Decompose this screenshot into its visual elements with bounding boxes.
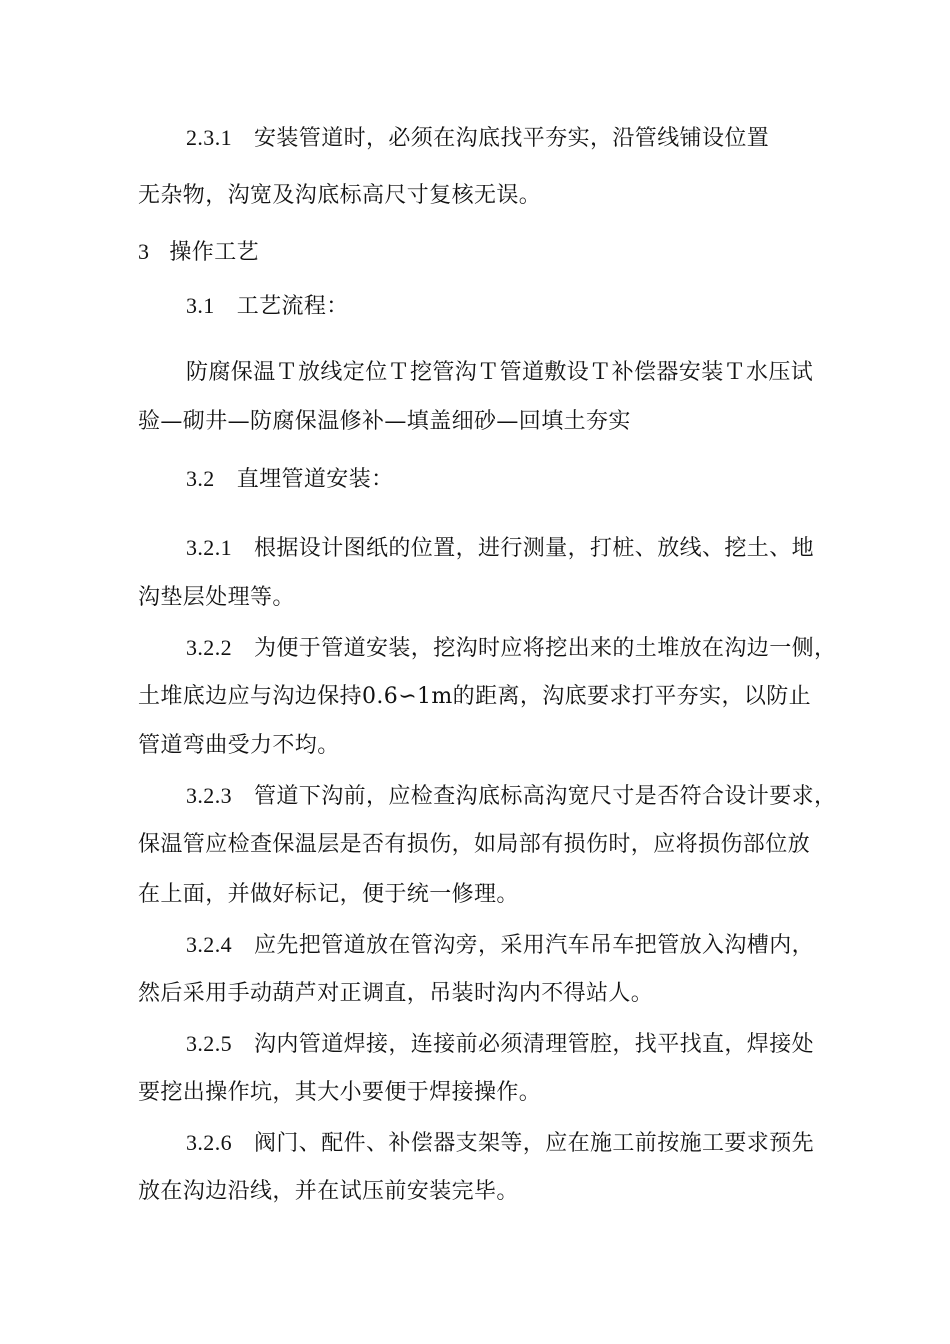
paragraph-3-2-3-line-1: [186, 782, 836, 811]
paragraph-3-2-1-line-1: [186, 534, 814, 563]
heading-3: [138, 238, 259, 267]
section-number: 3: [138, 239, 150, 264]
section-number: 3.1: [186, 293, 215, 318]
paragraph-text: 安装管道时，必须在沟底找平夯实，沿管线铺设位置: [254, 126, 770, 151]
section-number: 3.2.6: [186, 1130, 232, 1155]
paragraph-3-2-1-line-2: 沟垫层处理等。: [138, 585, 295, 610]
paragraph-3-2-2-line-1: [186, 634, 836, 663]
heading-title: 操作工艺: [169, 240, 260, 265]
paragraph-text: 沟内管道焊接，连接前必须清理管腔，找平找直，焊接处: [254, 1032, 815, 1057]
section-number: 3.2.4: [186, 932, 232, 957]
paragraph-3-2-4-line-2: 然后采用手动葫芦对正调直，吊装时沟内不得站人。: [138, 981, 654, 1006]
paragraph-text: 阀门、配件、补偿器支架等，应在施工前按施工要求预先: [254, 1131, 815, 1156]
section-number: 3.2.2: [186, 635, 232, 660]
paragraph-3-2-4-line-1: [186, 931, 814, 960]
section-number: 3.2: [186, 466, 215, 491]
section-number: 3.2.1: [186, 535, 232, 560]
heading-3-1: [186, 292, 349, 321]
paragraph-3-2-5-line-1: [186, 1030, 814, 1059]
paragraph-text: 根据设计图纸的位置，进行测量，打桩、放线、挖土、地: [254, 536, 815, 561]
paragraph-3-2-6-line-2: 放在沟边沿线，并在试压前安装完毕。: [138, 1179, 519, 1204]
paragraph-3-2-2-line-2: 土堆底边应与沟边保持0.6∽1m的距离，沟底要求打平夯实，以防止: [138, 684, 812, 709]
heading-title: 工艺流程：: [236, 294, 349, 319]
section-number: 3.2.3: [186, 783, 232, 808]
heading-3-2: [186, 465, 394, 494]
section-number: 3.2.5: [186, 1031, 232, 1056]
paragraph-3-2-3-line-2: 保温管应检查保温层是否有损伤，如局部有损伤时，应将损伤部位放: [138, 832, 811, 857]
paragraph-3-2-6-line-1: [186, 1129, 814, 1158]
paragraph-2-3-1-line-1: [186, 124, 769, 153]
paragraph-text: 管道下沟前，应检查沟底标高沟宽尺寸是否符合设计要求，: [254, 784, 837, 809]
heading-title: 直埋管道安装：: [236, 467, 394, 492]
section-number: 2.3.1: [186, 125, 232, 150]
paragraph-3-2-3-line-3: 在上面，并做好标记，便于统一修理。: [138, 882, 519, 907]
paragraph-2-3-1-line-2: 无杂物，沟宽及沟底标高尺寸复核无误。: [138, 183, 542, 208]
paragraph-3-2-2-line-3: 管道弯曲受力不均。: [138, 733, 340, 758]
process-flow-line-2: 验—砌井—防腐保温修补—填盖细砂—回填土夯实: [138, 409, 631, 434]
paragraph-text: 为便于管道安装，挖沟时应将挖出来的土堆放在沟边一侧，: [254, 636, 837, 661]
paragraph-text: 应先把管道放在管沟旁，采用汽车吊车把管放入沟槽内，: [254, 933, 815, 958]
paragraph-3-2-5-line-2: 要挖出操作坑，其大小要便于焊接操作。: [138, 1080, 542, 1105]
process-flow-line-1: 防腐保温Ｔ放线定位Ｔ挖管沟Ｔ管道敷设Ｔ补偿器安装Ｔ水压试: [186, 360, 814, 385]
